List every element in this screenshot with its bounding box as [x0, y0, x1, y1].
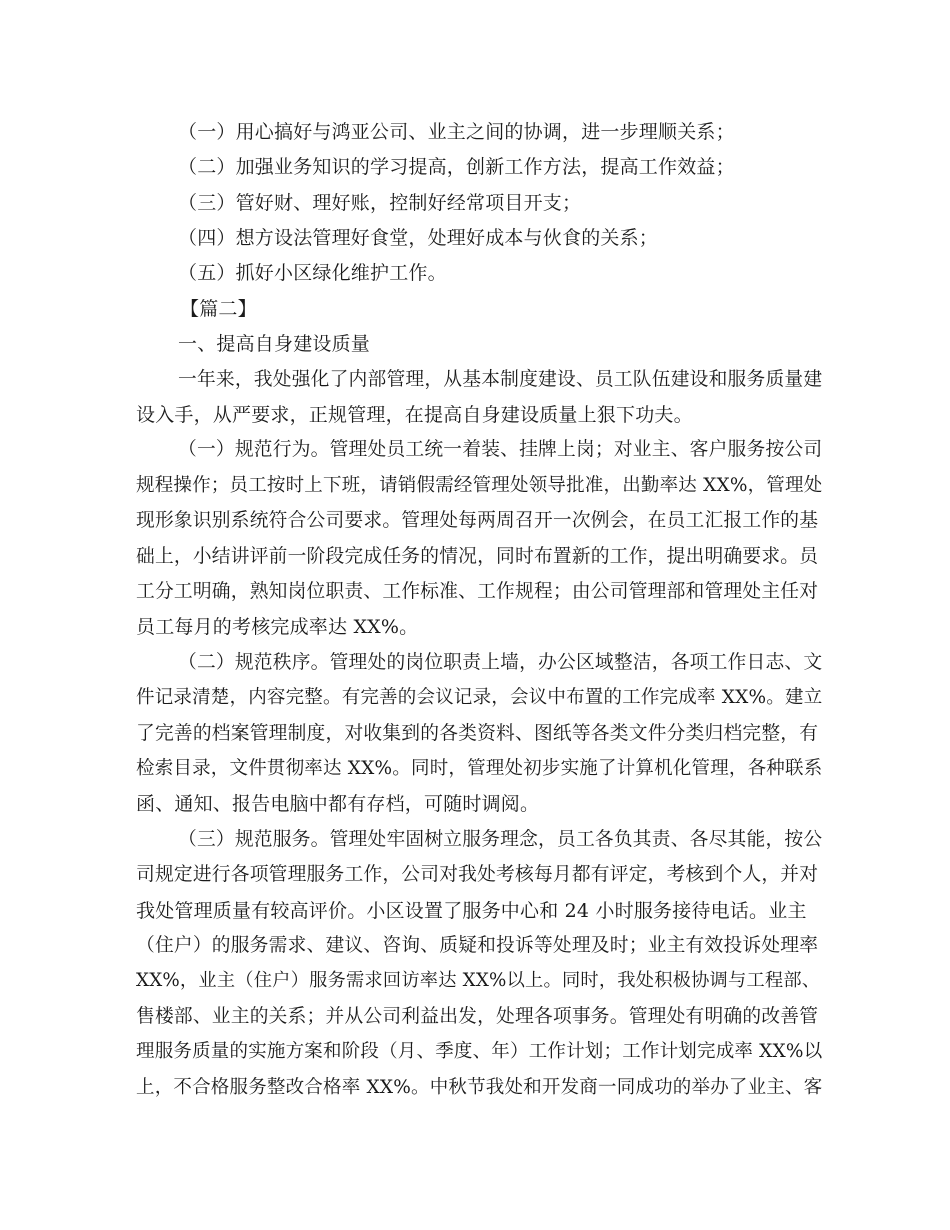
- paragraph-line: 一年来，我处强化了内部管理，从基本制度建设、员工队伍建设和服务质量建: [178, 369, 823, 390]
- paragraph-line: 现形象识别系统符合公司要求。管理处每两周召开一次例会，在员工汇报工作的基: [136, 510, 819, 531]
- list-item-5: （五）抓好小区绿化维护工作。: [178, 262, 447, 284]
- list-item-3: （三）管好财、理好账，控制好经常项目开支；: [178, 192, 582, 214]
- paragraph-line: 础上，小结讲评前一阶段完成任务的情况，同时布置新的工作，提出明确要求。员: [136, 546, 819, 567]
- paragraph-line: （住户）的服务需求、建议、咨询、质疑和投诉等处理及时；业主有效投诉处理率: [136, 935, 819, 956]
- paragraph-line: 函、通知、报告电脑中都有存档，可随时调阅。: [136, 793, 540, 815]
- list-item-4: （四）想方设法管理好食堂，处理好成本与伙食的关系；: [178, 227, 659, 249]
- paragraph-line: 上，不合格服务整改合格率 XX%。中秋节我处和开发商一同成功的举办了业主、客: [136, 1077, 823, 1098]
- paragraph-line: 司规定进行各项管理服务工作，公司对我处考核每月都有评定，考核到个人，并对: [136, 864, 819, 885]
- paragraph-line: 了完善的档案管理制度，对收集到的各类资料、图纸等各类文件分类归档完整，有: [136, 723, 819, 744]
- paragraph-line: 工分工明确，熟知岗位职责、工作标准、工作规程；由公司管理部和管理处主任对: [136, 581, 819, 602]
- paragraph-line: 员工每月的考核完成率达 XX%。: [136, 616, 419, 638]
- section-heading: 【篇二】: [180, 298, 257, 320]
- paragraph-line: XX%，业主（住户）服务需求回访率达 XX%以上。同时，我处积极协调与工程部、: [136, 970, 821, 991]
- paragraph-line: 检索目录，文件贯彻率达 XX%。同时，管理处初步实施了计算机化管理，各种联系: [136, 758, 823, 779]
- paragraph-line: （三）规范服务。管理处牢固树立服务理念，员工各负其责、各尽其能，按公: [178, 829, 823, 850]
- paragraph-line: 件记录清楚，内容完整。有完善的会议记录，会议中布置的工作完成率 XX%。建立: [136, 687, 823, 708]
- paragraph-line: 设入手，从严要求，正规管理，在提高自身建设质量上狠下功夫。: [136, 404, 693, 426]
- paragraph-line: （二）规范秩序。管理处的岗位职责上墙，办公区域整洁，各项工作日志、文: [178, 652, 823, 673]
- list-item-2: （二）加强业务知识的学习提高，创新工作方法，提高工作效益；: [178, 156, 735, 178]
- list-item-1: （一）用心搞好与鸿亚公司、业主之间的协调，进一步理顺关系；: [178, 121, 735, 143]
- paragraph-line: 我处管理质量有较高评价。小区设置了服务中心和 24 小时服务接待电话。业主: [136, 900, 807, 922]
- paragraph-line: 售楼部、业主的关系；并从公司利益出发，处理各项事务。管理处有明确的改善管: [136, 1006, 819, 1027]
- paragraph-line: （一）规范行为。管理处员工统一着装、挂牌上岗；对业主、客户服务按公司: [178, 439, 823, 460]
- paragraph-line: 规程操作；员工按时上下班，请销假需经管理处领导批准，出勤率达 XX%，管理处: [136, 475, 823, 496]
- paragraph-line: 理服务质量的实施方案和阶段（月、季度、年）工作计划；工作计划完成率 XX%以: [136, 1041, 823, 1062]
- subsection-heading: 一、提高自身建设质量: [178, 333, 371, 355]
